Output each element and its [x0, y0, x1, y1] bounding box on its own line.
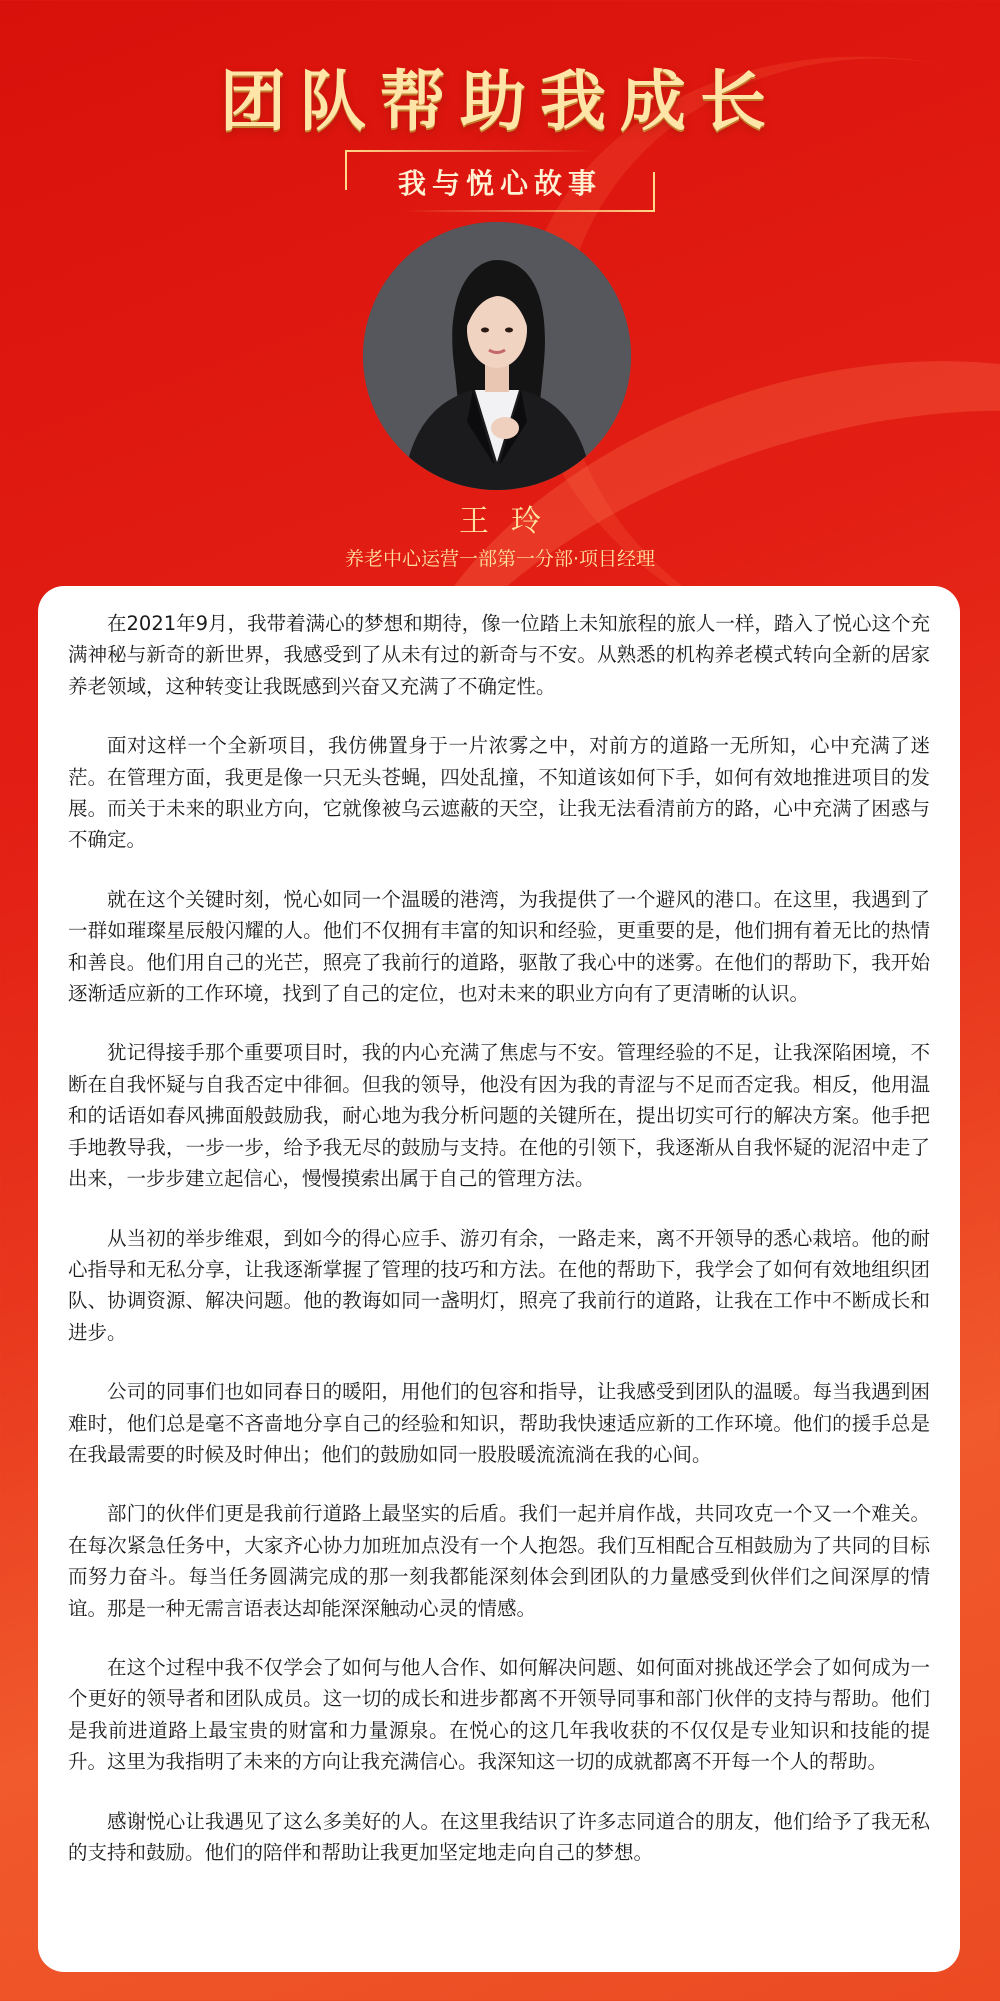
avatar: [363, 222, 631, 490]
frame-line: [405, 210, 655, 212]
article-paragraph: 犹记得接手那个重要项目时，我的内心充满了焦虑与不安。管理经验的不足，让我深陷困境，不断在自我怀疑与自我否定中徘徊。但我的领导，他没有因为我的青涩与不足而否定我。相反，他用温和的话语如春风拂面般鼓励我，耐心地为我分析问题的关键所在，提出切实可行的解决方案。他手把手地教导我，一步一步，给予我无尽的鼓励与支持。在他的引领下，我逐渐从自我怀疑的泥沼中走了出来，一步步建立起信心，慢慢摸索出属于自己的管理方法。: [68, 1041, 930, 1191]
subtitle-frame: [345, 150, 655, 212]
portrait-photo: [363, 222, 631, 490]
frame-line: [345, 150, 595, 152]
person-name: 王玲: [459, 504, 563, 539]
article-paragraph: 在这个过程中我不仅学会了如何与他人合作、如何解决问题、如何面对挑战还学会了如何成为一个更好的领导者和团队成员。这一切的成长和进步都离不开领导同事和部门伙伴的支持与帮助。他们是我前进道路上最宝贵的财富和力量源泉。在悦心的这几年我收获的不仅仅是专业知识和技能的提升。这里为我指明了未来的方向让我充满信心。我深知这一切的成就都离不开每一个人的帮助。: [68, 1655, 930, 1774]
article-paragraph: 就在这个关键时刻，悦心如同一个温暖的港湾，为我提供了一个避风的港口。在这里，我遇到了一群如璀璨星辰般闪耀的人。他们不仅拥有丰富的知识和经验，更重要的是，他们拥有着无比的热情和善良。他们用自己的光芒，照亮了我前行的道路，驱散了我心中的迷雾。在他们的帮助下，我开始逐渐适应新的工作环境，找到了自己的定位，也对未来的职业方向有了更清晰的认识。: [68, 887, 930, 1006]
article-card: [38, 586, 960, 1972]
article-paragraph: 公司的同事们也如同春日的暖阳，用他们的包容和指导，让我感受到团队的温暖。每当我遇到困难时，他们总是毫不吝啬地分享自己的经验和知识，帮助我快速适应新的工作环境。他们的援手总是在我最需要的时候及时伸出；他们的鼓励如同一股股暖流流淌在我的心间。: [68, 1380, 930, 1466]
page-subtitle: 我与悦心故事: [397, 167, 602, 200]
article-paragraph: 在2021年9月，我带着满心的梦想和期待，像一位踏上未知旅程的旅人一样，踏入了悦心这个充满神秘与新奇的新世界，我感受到了从未有过的新奇与不安。从熟悉的机构养老模式转向全新的居家养老领域，这种转变让我既感到兴奋又充满了不确定性。: [68, 612, 930, 698]
page-title: 团队帮助我成长: [220, 62, 780, 140]
article-paragraph: 感谢悦心让我遇见了这么多美好的人。在这里我结识了许多志同道合的朋友，他们给予了我无私的支持和鼓励。他们的陪伴和帮助让我更加坚定地走向自己的梦想。: [68, 1809, 930, 1864]
article-paragraph: 面对这样一个全新项目，我仿佛置身于一片浓雾之中，对前方的道路一无所知，心中充满了迷茫。在管理方面，我更是像一只无头苍蝇，四处乱撞，不知道该如何下手，如何有效地推进项目的发展。而关于未来的职业方向，它就像被乌云遮蔽的天空，让我无法看清前方的路，心中充满了困惑与不确定。: [68, 734, 930, 852]
article-paragraph: 部门的伙伴们更是我前行道路上最坚实的后盾。我们一起并肩作战，共同攻克一个又一个难关。在每次紧急任务中，大家齐心协力加班加点没有一个人抱怨。我们互相配合互相鼓励为了共同的目标而努力奋斗。每当任务圆满完成的那一刻我都能深刻体会到团队的力量感受到伙伴们之间深厚的情谊。那是一种无需言语表达却能深深触动心灵的情感。: [68, 1502, 930, 1620]
person-role: 养老中心运营一部第一分部·项目经理: [344, 548, 656, 570]
article-paragraph: 从当初的举步维艰，到如今的得心应手、游刃有余，一路走来，离不开领导的悉心栽培。他的耐心指导和无私分享，让我逐渐掌握了管理的技巧和方法。在他的帮助下，我学会了如何有效地组织团队、协调资源、解决问题。他的教诲如同一盏明灯，照亮了我前行的道路，让我在工作中不断成长和进步。: [68, 1226, 930, 1344]
